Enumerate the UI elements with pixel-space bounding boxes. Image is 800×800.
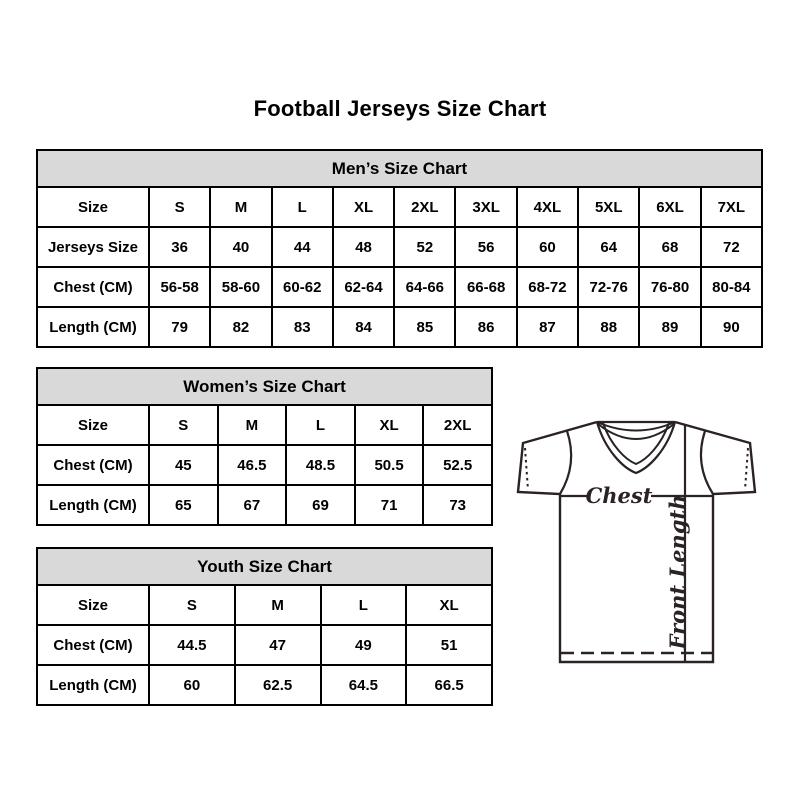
cell-value: 4XL	[517, 187, 578, 227]
cell-value: 64-66	[394, 267, 455, 307]
row-label: Jerseys Size	[37, 227, 149, 267]
jersey-outline	[518, 422, 755, 662]
cell-value: 66.5	[406, 665, 492, 705]
page-title: Football Jerseys Size Chart	[253, 96, 547, 121]
row-label: Chest (CM)	[37, 445, 149, 485]
womens-size-chart-table	[36, 367, 493, 526]
cell-value: 56	[455, 227, 516, 267]
cell-value: 45	[149, 445, 218, 485]
cell-value: 49	[321, 625, 407, 665]
cell-value: 84	[333, 307, 394, 347]
right-armhole-seam	[701, 431, 713, 494]
cell-value: 62.5	[235, 665, 321, 705]
cell-value: M	[218, 405, 287, 445]
cell-value: S	[149, 405, 218, 445]
cell-value: 72-76	[578, 267, 639, 307]
cell-value: 71	[355, 485, 424, 525]
table-row	[37, 267, 762, 307]
cell-value: 68-72	[517, 267, 578, 307]
cell-value: 5XL	[578, 187, 639, 227]
jersey-illustration	[503, 412, 765, 670]
cell-value: 64.5	[321, 665, 407, 705]
cell-value: 68	[639, 227, 700, 267]
row-label: Size	[37, 585, 149, 625]
table-row	[37, 187, 762, 227]
cell-value: 44.5	[149, 625, 235, 665]
cell-value: 64	[578, 227, 639, 267]
row-label: Chest (CM)	[37, 625, 149, 665]
cell-value: 58-60	[210, 267, 271, 307]
cell-value: S	[149, 187, 210, 227]
cell-value: XL	[355, 405, 424, 445]
cell-value: 66-68	[455, 267, 516, 307]
left-cuff-stitch-line	[525, 448, 528, 490]
cell-value: L	[321, 585, 407, 625]
cell-value: 82	[210, 307, 271, 347]
cell-value: 85	[394, 307, 455, 347]
cell-value: 76-80	[639, 267, 700, 307]
mens-grid	[36, 149, 763, 348]
row-label: Length (CM)	[37, 665, 149, 705]
collar-v-inner	[603, 423, 669, 464]
front-length-label: Front Length	[665, 494, 690, 650]
row-label: Length (CM)	[37, 307, 149, 347]
cell-value: 62-64	[333, 267, 394, 307]
cell-value: 60	[149, 665, 235, 705]
table-row	[37, 405, 492, 445]
table-row	[37, 665, 492, 705]
cell-value: 73	[423, 485, 492, 525]
table-title: Women’s Size Chart	[37, 368, 492, 405]
cell-value: M	[210, 187, 271, 227]
table-row	[37, 485, 492, 525]
cell-value: 87	[517, 307, 578, 347]
cell-value: 79	[149, 307, 210, 347]
left-armhole-seam	[560, 431, 571, 494]
cell-value: 83	[272, 307, 333, 347]
row-label: Size	[37, 405, 149, 445]
cell-value: 46.5	[218, 445, 287, 485]
chest-label: Chest	[585, 483, 653, 508]
cell-value: 40	[210, 227, 271, 267]
table-row	[37, 445, 492, 485]
cell-value: S	[149, 585, 235, 625]
cell-value: 7XL	[701, 187, 762, 227]
cell-value: 60-62	[272, 267, 333, 307]
cell-value: 90	[701, 307, 762, 347]
cell-value: 51	[406, 625, 492, 665]
cell-value: 86	[455, 307, 516, 347]
cell-value: XL	[406, 585, 492, 625]
cell-value: 69	[286, 485, 355, 525]
cell-value: 56-58	[149, 267, 210, 307]
cell-value: 52.5	[423, 445, 492, 485]
table-row	[37, 307, 762, 347]
cell-value: 36	[149, 227, 210, 267]
row-label: Length (CM)	[37, 485, 149, 525]
cell-value: 60	[517, 227, 578, 267]
right-cuff-stitch-line	[745, 448, 748, 490]
table-row	[37, 625, 492, 665]
table-title: Youth Size Chart	[37, 548, 492, 585]
mens-size-chart-table	[36, 149, 763, 348]
cell-value: 6XL	[639, 187, 700, 227]
cell-value: 65	[149, 485, 218, 525]
cell-value: 80-84	[701, 267, 762, 307]
table-title: Men’s Size Chart	[37, 150, 762, 187]
womens-grid	[36, 367, 493, 526]
cell-value: 47	[235, 625, 321, 665]
cell-value: M	[235, 585, 321, 625]
cell-value: XL	[333, 187, 394, 227]
cell-value: L	[272, 187, 333, 227]
cell-value: L	[286, 405, 355, 445]
cell-value: 50.5	[355, 445, 424, 485]
cell-value: 48	[333, 227, 394, 267]
youth-size-chart-table	[36, 547, 493, 706]
table-row	[37, 227, 762, 267]
cell-value: 89	[639, 307, 700, 347]
cell-value: 48.5	[286, 445, 355, 485]
cell-value: 2XL	[423, 405, 492, 445]
cell-value: 2XL	[394, 187, 455, 227]
cell-value: 3XL	[455, 187, 516, 227]
row-label: Size	[37, 187, 149, 227]
cell-value: 52	[394, 227, 455, 267]
cell-value: 72	[701, 227, 762, 267]
cell-value: 67	[218, 485, 287, 525]
collar-back-arc-1	[597, 422, 675, 431]
row-label: Chest (CM)	[37, 267, 149, 307]
cell-value: 44	[272, 227, 333, 267]
table-row	[37, 585, 492, 625]
jersey-measurement-diagram	[503, 412, 765, 670]
cell-value: 88	[578, 307, 639, 347]
youth-grid	[36, 547, 493, 706]
